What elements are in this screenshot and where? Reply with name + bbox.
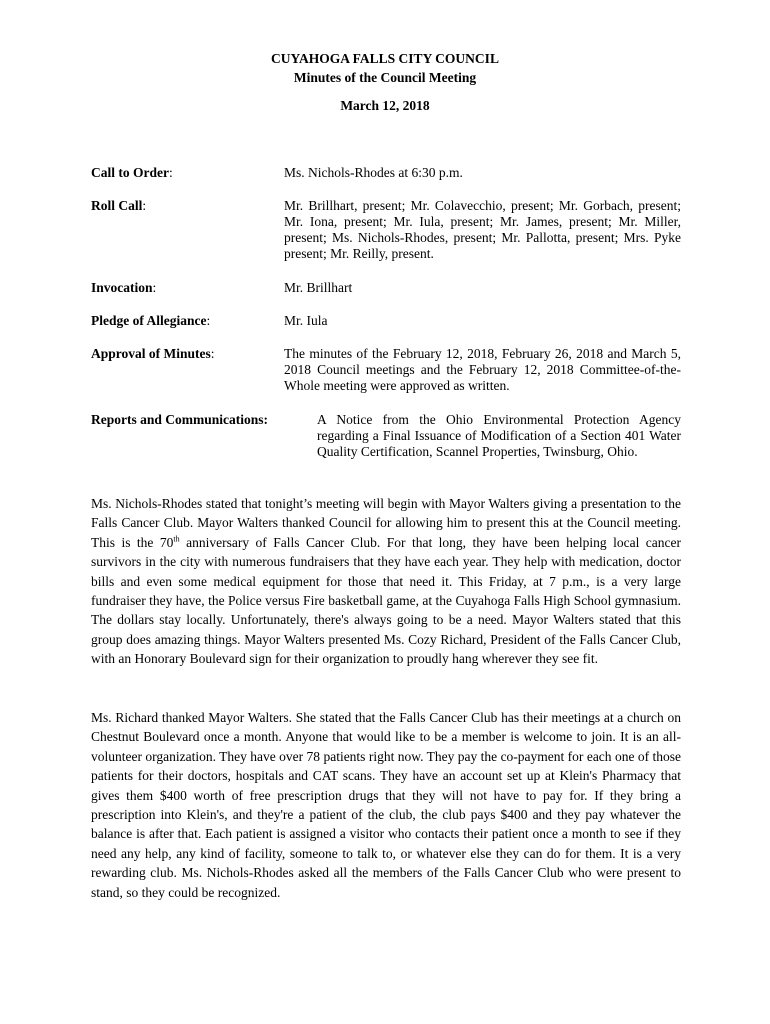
approval-value: The minutes of the February 12, 2018, February 26, 2018 and March 5, 2018 Council meetings and the February 12, 2018 Committee-of-the-Whole meeting were approved as written.	[284, 346, 681, 393]
roll-call-value: Mr. Brillhart, present; Mr. Colavecchio, present; Mr. Gorbach, present; Mr. Iona, present; Mr. Iula, present; Mr. James, present; Mr. Miller, present; Ms. Nichols-Rhodes, present; Mr. Pallotta, present; Mrs. Pyke present; Mr. Reilly, present.	[284, 198, 681, 261]
reports-value: A Notice from the Ohio Environmental Protection Agency regarding a Final Issuance of Modification of a Section 401 Water Quality Certification, Scannel Properties, Twinsburg, Ohio.	[317, 412, 681, 459]
call-to-order-label: Call to Order:	[91, 165, 173, 180]
invocation-value: Mr. Brillhart	[284, 280, 353, 295]
reports-label: Reports and Communications:	[91, 412, 269, 427]
invocation-label: Invocation:	[91, 280, 157, 295]
roll-call-label: Roll Call:	[91, 198, 147, 213]
meeting-date: March 12, 2018	[340, 98, 430, 113]
ordinal-suffix: th	[173, 534, 180, 544]
pledge-label: Pledge of Allegiance:	[91, 313, 211, 328]
pledge-value: Mr. Iula	[284, 313, 328, 328]
document-org-title: CUYAHOGA FALLS CITY COUNCIL	[271, 51, 499, 66]
call-to-order-value: Ms. Nichols-Rhodes at 6:30 p.m.	[284, 165, 463, 180]
document-subtitle: Minutes of the Council Meeting	[293, 70, 477, 85]
paragraph-presentation: Ms. Nichols-Rhodes stated that tonight’s meeting will begin with Mayor Walters giving a presentation to the Falls Cancer Club. Mayor Walters thanked Council for allowing him to present this at the Council meeting. This is the 70th anniversary of Falls Cancer Club. For that long, they have been helping local cancer survivors in the city with numerous fundraisers that they have each year. They help with medication, doctor bills and even some medical equipment for those that need it. This Friday, at 7 p.m., is a very large fundraiser they have, the Police versus Fire basketball game, at the Cuyahoga Falls High School gymnasium. The dollars stay locally. Unfortunately, there's always going to be a need. Mayor Walters stated that this group does amazing things. Mayor Walters presented Ms. Cozy Richard, President of the Falls Cancer Club, with an Honorary Boulevard sign for their organization to proudly hang wherever they see fit.	[91, 496, 682, 667]
approval-label: Approval of Minutes:	[91, 346, 215, 361]
paragraph-richard: Ms. Richard thanked Mayor Walters. She stated that the Falls Cancer Club has their meetings at a church on Chestnut Boulevard once a month. Anyone that would like to be a member is welcome to join. It is an all-volunteer organization. They have over 78 patients right now. They pay the co-payment for each one of those patients for their doctors, hospitals and CAT scans. They have an account set up at Klein's Pharmacy that gives them $400 worth of free prescription drugs that they will not have to pay for. If they bring a prescription into Klein's, and they're a patient of the club, the club pays $400 and they pay whatever the balance is after that. Each patient is assigned a visitor who contacts their patient once a month to see if they need any help, any kind of facility, someone to talk to, or whatever else they can do for them. It is a very rewarding club. Ms. Nichols-Rhodes asked all the members of the Falls Cancer Club who were present to stand, so they could be recognized.	[91, 710, 681, 900]
